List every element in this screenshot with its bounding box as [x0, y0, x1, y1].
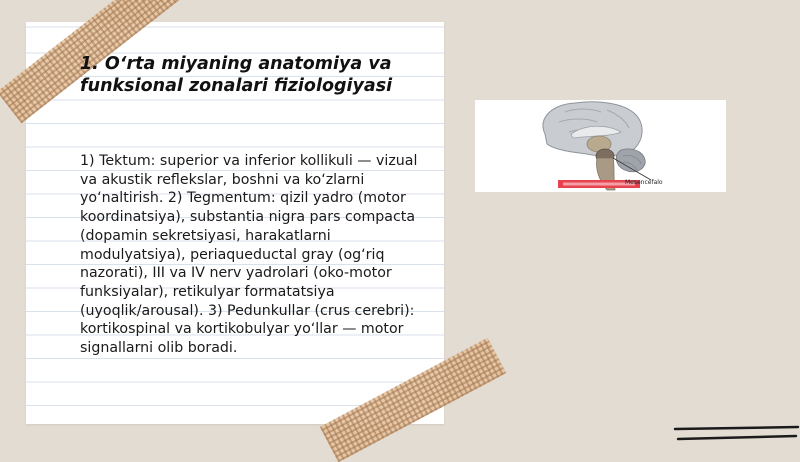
- brain-illustration: [475, 100, 726, 192]
- figure-annotation: Mesencefalo: [625, 179, 663, 186]
- decorative-lines: [670, 420, 800, 450]
- title-line-2: funksional zonalari fiziologiyasi: [80, 76, 393, 96]
- slide-title: [80, 53, 410, 97]
- brain-figure: [475, 100, 726, 192]
- slide-body-text: 1) Tektum: superior va inferior kollikuli — vizual va akustik reflekslar, boshni va ko‘zlarni yo‘naltirish. 2) Tegmentum: qizil yadro (motor koordinatsiya), substantia nigra pars compacta (dopamin sekretsiyasi, harakatlarni modulyatsiya), periaqueductal gray (og‘riq nazorati), III va IV nerv yadrolari (oko-motor funksiyalar), retikulyar formatatsiya (uyoqlik/arousal). 3) Pedunkullar (crus cerebri): kortikospinal va kortikobulyar yo‘llar — motor signallarni olib boradi.: [80, 153, 418, 357]
- title-line-1: 1. O‘rta miyaning anatomiya va: [80, 54, 392, 74]
